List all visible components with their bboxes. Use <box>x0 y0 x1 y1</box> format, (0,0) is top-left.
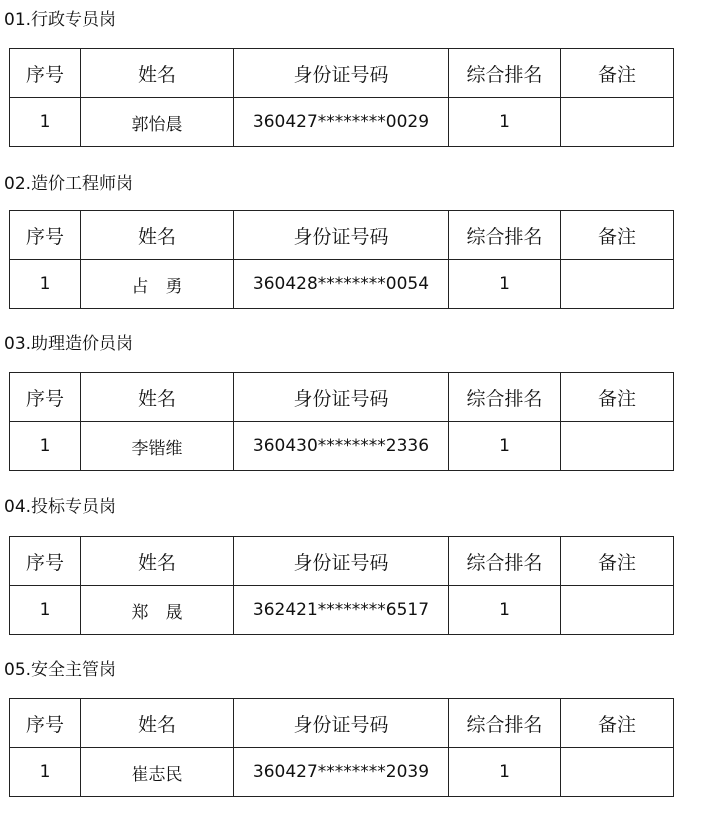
result-table-4 <box>9 536 674 635</box>
cell-id: 362421********6517 <box>234 586 449 635</box>
cell-rank: 1 <box>449 748 561 797</box>
section-title-1: 01.行政专员岗 <box>4 10 117 30</box>
cell-rank: 1 <box>449 586 561 635</box>
header-note: 备注 <box>561 211 674 260</box>
table-header-row <box>10 537 674 586</box>
header-id: 身份证号码 <box>234 211 449 260</box>
cell-no: 1 <box>10 98 81 147</box>
table-header-row <box>10 699 674 748</box>
table-row <box>10 586 674 635</box>
header-name: 姓名 <box>81 211 234 260</box>
cell-no: 1 <box>10 586 81 635</box>
header-no: 序号 <box>10 49 81 98</box>
table-row <box>10 748 674 797</box>
cell-name: 郑 晟 <box>81 586 234 635</box>
cell-no: 1 <box>10 260 81 309</box>
cell-no: 1 <box>10 748 81 797</box>
section-title-3: 03.助理造价员岗 <box>4 334 134 354</box>
header-no: 序号 <box>10 211 81 260</box>
header-note: 备注 <box>561 49 674 98</box>
table-row <box>10 260 674 309</box>
section-title-2: 02.造价工程师岗 <box>4 174 134 194</box>
header-id: 身份证号码 <box>234 373 449 422</box>
result-table-1 <box>9 48 674 147</box>
table-header-row <box>10 211 674 260</box>
cell-rank: 1 <box>449 98 561 147</box>
result-table-3 <box>9 372 674 471</box>
cell-name: 郭怡晨 <box>81 98 234 147</box>
header-note: 备注 <box>561 373 674 422</box>
cell-name: 李锴维 <box>81 422 234 471</box>
cell-rank: 1 <box>449 422 561 471</box>
result-table-5 <box>9 698 674 797</box>
table-header-row <box>10 373 674 422</box>
header-rank: 综合排名 <box>449 211 561 260</box>
cell-no: 1 <box>10 422 81 471</box>
header-name: 姓名 <box>81 537 234 586</box>
table-row <box>10 422 674 471</box>
header-name: 姓名 <box>81 49 234 98</box>
cell-name: 崔志民 <box>81 748 234 797</box>
cell-note <box>561 260 674 309</box>
cell-note <box>561 586 674 635</box>
cell-id: 360427********0029 <box>234 98 449 147</box>
header-rank: 综合排名 <box>449 537 561 586</box>
header-no: 序号 <box>10 373 81 422</box>
cell-note <box>561 422 674 471</box>
cell-name: 占 勇 <box>81 260 234 309</box>
cell-id: 360430********2336 <box>234 422 449 471</box>
cell-note <box>561 748 674 797</box>
cell-id: 360428********0054 <box>234 260 449 309</box>
header-no: 序号 <box>10 699 81 748</box>
header-rank: 综合排名 <box>449 373 561 422</box>
header-id: 身份证号码 <box>234 699 449 748</box>
cell-note <box>561 98 674 147</box>
header-note: 备注 <box>561 699 674 748</box>
header-rank: 综合排名 <box>449 49 561 98</box>
header-id: 身份证号码 <box>234 49 449 98</box>
table-header-row <box>10 49 674 98</box>
header-rank: 综合排名 <box>449 699 561 748</box>
result-table-2 <box>9 210 674 309</box>
cell-rank: 1 <box>449 260 561 309</box>
table-row <box>10 98 674 147</box>
header-no: 序号 <box>10 537 81 586</box>
section-title-5: 05.安全主管岗 <box>4 660 117 680</box>
section-title-4: 04.投标专员岗 <box>4 497 117 517</box>
cell-id: 360427********2039 <box>234 748 449 797</box>
header-name: 姓名 <box>81 373 234 422</box>
header-name: 姓名 <box>81 699 234 748</box>
header-note: 备注 <box>561 537 674 586</box>
header-id: 身份证号码 <box>234 537 449 586</box>
